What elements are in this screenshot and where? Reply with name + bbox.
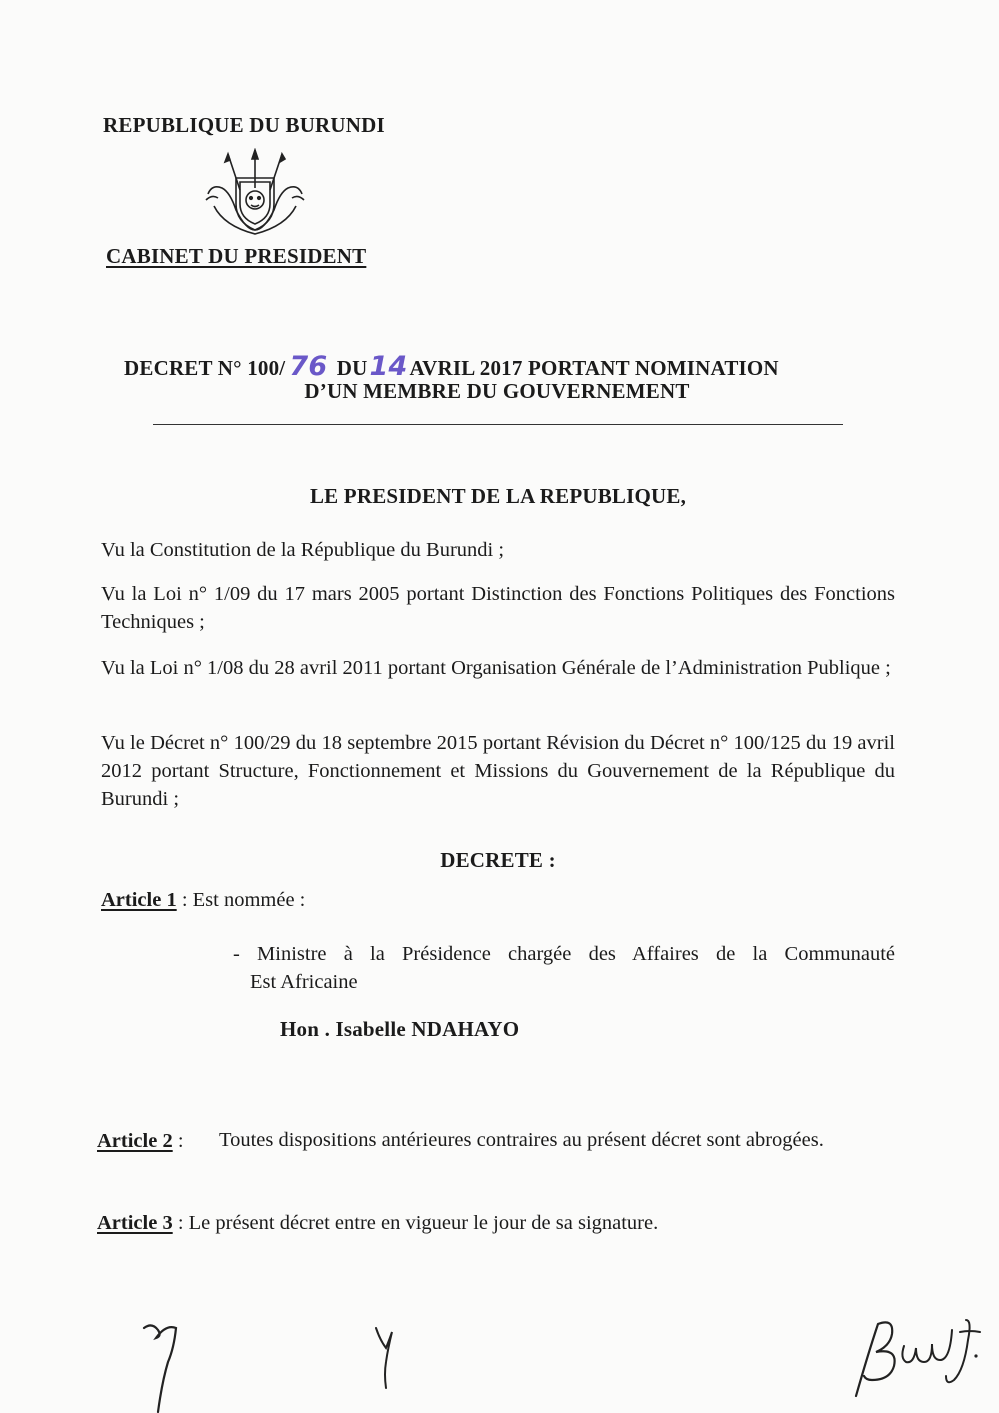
initials-signature-middle	[370, 1322, 400, 1392]
considerant-loi-1-09: Vu la Loi n° 1/09 du 17 mars 2005 portant Distinction des Fonctions Politiques des Fonctions Techniques ;	[101, 583, 895, 633]
article-2-text: Toutes dispositions antérieures contraires au présent décret sont abrogées.	[219, 1129, 824, 1151]
article-2-label: Article 2	[97, 1130, 173, 1152]
republic-heading: REPUBLIQUE DU BURUNDI	[103, 113, 385, 137]
handwritten-decree-number: 76	[289, 351, 328, 382]
signature-right	[848, 1312, 988, 1402]
article-3	[97, 1212, 658, 1235]
cabinet-heading: CABINET DU PRESIDENT	[106, 244, 367, 268]
decree-title-line1	[124, 351, 779, 382]
initials-signature-left	[140, 1318, 190, 1408]
article-2-label-wrap	[97, 1130, 184, 1153]
decree-title-date: AVRIL 2017 PORTANT NOMINATION	[409, 356, 779, 380]
article-3-label: Article 3	[97, 1212, 173, 1234]
article-2-colon: :	[172, 1130, 184, 1152]
considerant-decret-100-29: Vu le Décret n° 100/29 du 18 septembre 2015 portant Révision du Décret n° 100/125 du 19 avril 2012 portant Structure, Fonctionnement et Missions du Gouvernement de la République du Burundi ;	[101, 732, 895, 810]
article-1-item	[233, 940, 895, 996]
considerant-loi-1-08: Vu la Loi n° 1/08 du 28 avril 2011 portant Organisation Générale de l’Administration Publique ;	[101, 657, 891, 679]
decrete-heading: DECRETE :	[440, 848, 556, 872]
article-3-text: : Le présent décret entre en vigueur le jour de sa signature.	[172, 1212, 659, 1234]
decree-title-du: DU	[331, 356, 368, 380]
coat-of-arms-emblem	[200, 148, 310, 244]
title-divider	[153, 424, 843, 425]
article-1-text: : Est nommée :	[176, 889, 306, 911]
considerant-constitution: Vu la Constitution de la République du Burundi ;	[101, 539, 505, 561]
decree-title-prefix: DECRET N° 100/	[124, 356, 286, 380]
decree-title-line2: D’UN MEMBRE DU GOUVERNEMENT	[304, 379, 690, 403]
article-1-item-line2: Est Africaine	[250, 971, 358, 993]
article-1-label: Article 1	[101, 889, 177, 911]
article-1-item-line1: - Ministre à la Présidence chargée des Affaires de la Communauté	[233, 943, 895, 965]
article-1	[101, 889, 305, 912]
president-heading: LE PRESIDENT DE LA REPUBLIQUE,	[309, 484, 687, 508]
handwritten-day: 14	[369, 351, 408, 382]
appointee-name: Hon . Isabelle NDAHAYO	[280, 1017, 520, 1041]
